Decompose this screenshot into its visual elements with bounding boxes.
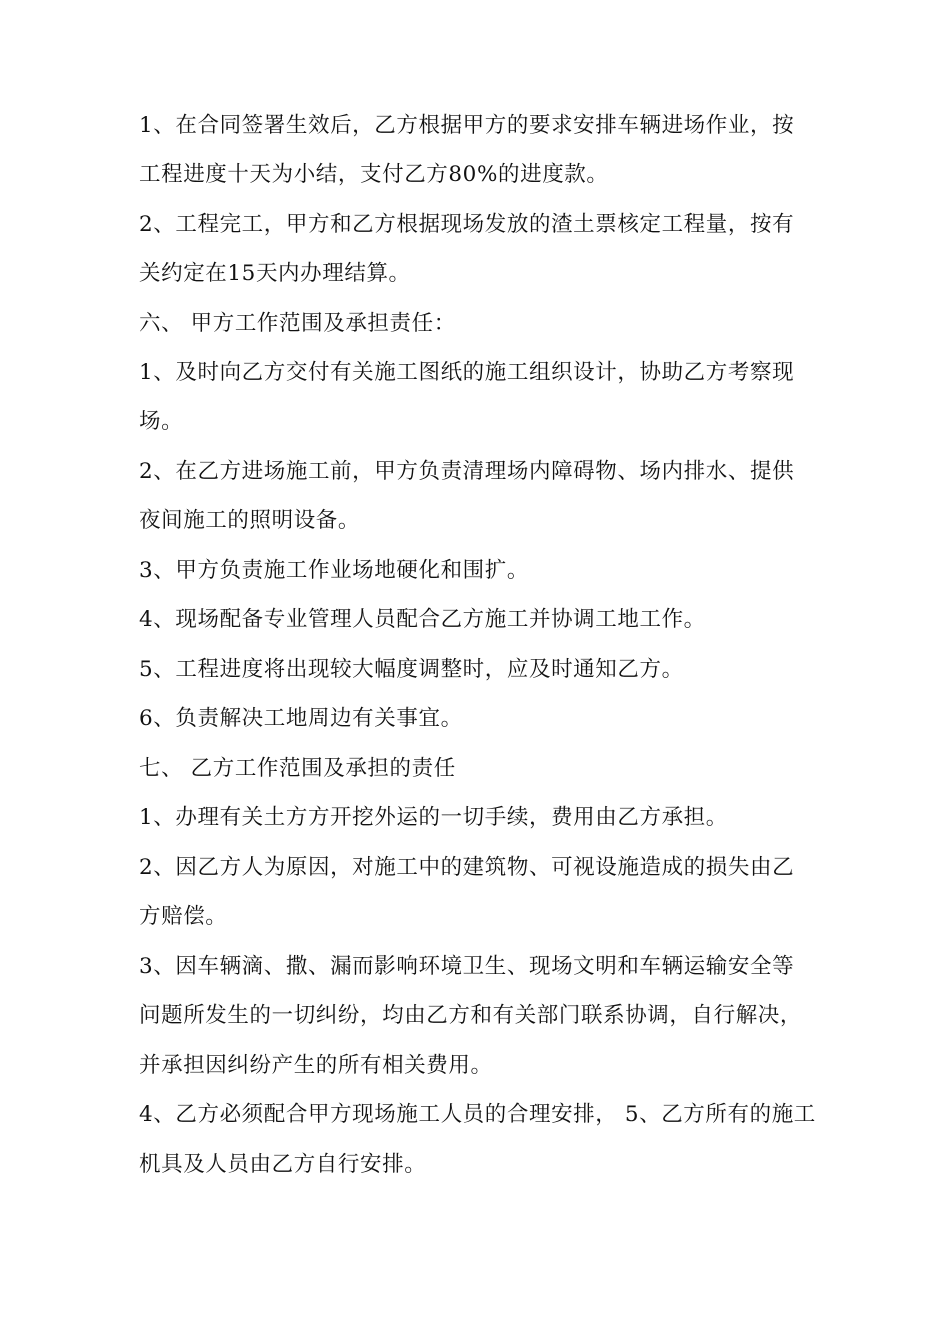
section-heading: 六、 甲方工作范围及承担责任： xyxy=(139,311,456,336)
section-heading: 七、 乙方工作范围及承担的责任 xyxy=(139,756,456,781)
text-line: 5、工程进度将出现较大幅度调整时，应及时通知乙方。 xyxy=(139,657,684,682)
text-line: 6、负责解决工地周边有关事宜。 xyxy=(139,706,463,731)
text-line: 2、工程完工，甲方和乙方根据现场发放的渣土票核定工程量，按有 xyxy=(139,212,795,237)
text-line: 4、现场配备专业管理人员配合乙方施工并协调工地工作。 xyxy=(139,607,706,632)
text-line: 机具及人员由乙方自行安排。 xyxy=(139,1152,427,1177)
text-line: 场。 xyxy=(139,409,184,434)
text-line: 1、在合同签署生效后，乙方根据甲方的要求安排车辆进场作业，按 xyxy=(139,113,795,138)
text-line: 关约定在15天内办理结算。 xyxy=(139,261,411,286)
text-line: 4、乙方必须配合甲方现场施工人员的合理安排， 5、乙方所有的施工 xyxy=(139,1102,816,1127)
text-line: 夜间施工的照明设备。 xyxy=(139,508,361,533)
text-line: 1、办理有关土方方开挖外运的一切手续，费用由乙方承担。 xyxy=(139,805,728,830)
text-line: 方赔偿。 xyxy=(139,904,228,929)
text-line: 3、因车辆滴、撒、漏而影响环境卫生、现场文明和车辆运输安全等 xyxy=(139,954,795,979)
text-line: 问题所发生的一切纠纷，均由乙方和有关部门联系协调，自行解决， xyxy=(139,1003,803,1028)
text-line: 2、在乙方进场施工前，甲方负责清理场内障碍物、场内排水、提供 xyxy=(139,459,795,484)
text-line: 3、甲方负责施工作业场地硬化和围扩。 xyxy=(139,558,529,583)
text-line: 2、因乙方人为原因，对施工中的建筑物、可视设施造成的损失由乙 xyxy=(139,855,795,880)
text-line: 并承担因纠纷产生的所有相关费用。 xyxy=(139,1053,493,1078)
text-line: 工程进度十天为小结，支付乙方80%的进度款。 xyxy=(139,162,609,187)
text-line: 1、及时向乙方交付有关施工图纸的施工组织设计，协助乙方考察现 xyxy=(139,360,795,385)
